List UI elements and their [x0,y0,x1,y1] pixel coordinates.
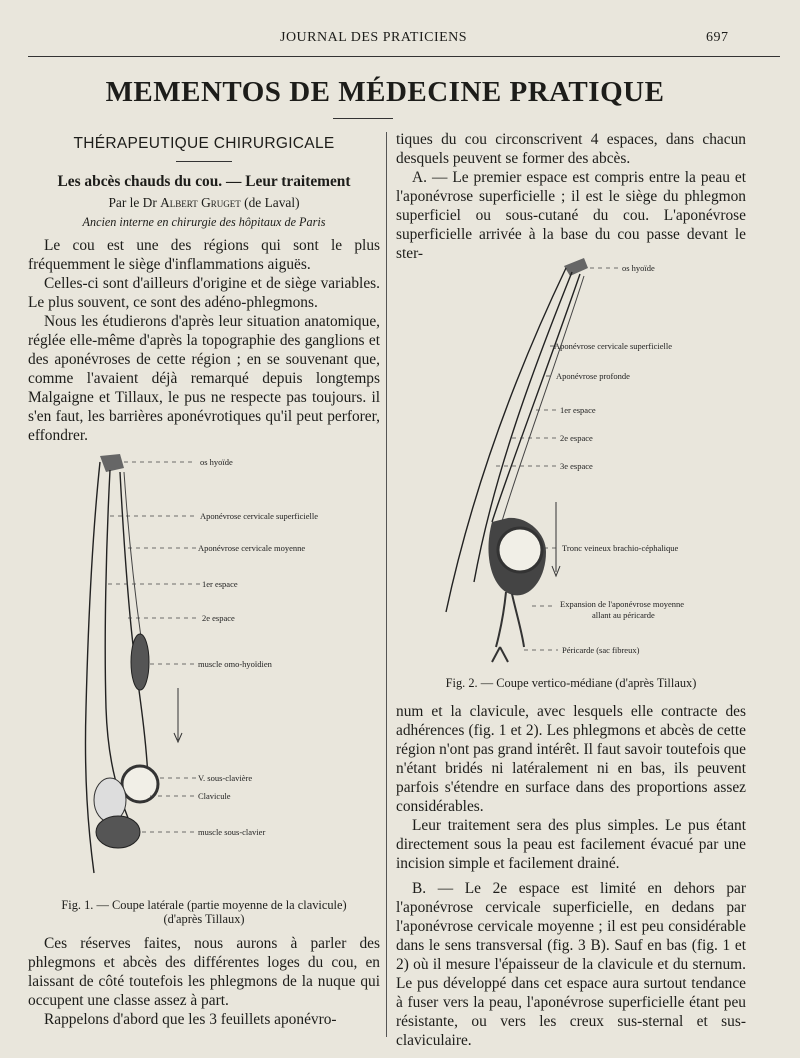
figure-1 [28,448,380,894]
paragraph: Le cou est une des régions qui sont le plus fréquemment le siège d'inflammations aiguës. [28,237,380,273]
paragraph: Leur traitement sera des plus simples. Le pus étant directement sous la peau est facilement évacué par une incision simple et facilement drainé. [396,817,746,872]
subclavius-muscle [96,816,140,848]
middle-fascia [120,472,148,778]
hyoid-bone [564,258,588,276]
clavicle [94,778,126,822]
fig1-label: muscle sous-clavier [198,827,266,837]
fig1-label: V. sous-clavière [198,773,253,783]
fig1-label: 2e espace [202,613,235,623]
fig1-label: os hyoïde [200,457,233,467]
right-column-bottom [396,702,746,1050]
fig2-label: Aponévrose profonde [556,371,630,381]
fig2-label: Expansion de l'aponévrose moyenne [560,599,685,609]
left-column [28,130,380,445]
fig2-label: Aponévrose cervicale superficielle [554,341,672,351]
caption-line: (d'après Tillaux) [163,912,245,926]
article-title: Les abcès chauds du cou. — Leur traitement [57,173,351,190]
fig1-label: Aponévrose cervicale superficielle [200,511,318,521]
page-number: 697 [706,30,729,45]
deep-fascia [492,274,580,522]
fig2-label: 1er espace [560,405,596,415]
figure-2-caption: Fig. 2. — Coupe vertico-médiane (d'après Tillaux) [445,676,697,690]
omohyoid-muscle [131,634,149,690]
title-rule [333,118,393,119]
author-name: Albert Gruget [160,195,241,210]
fig2-label: Péricarde (sac fibreux) [562,645,640,655]
fig2-label: 2e espace [560,433,593,443]
page-title: MEMENTOS DE MÉDECINE PRATIQUE [105,76,665,108]
journal-name: JOURNAL DES PRATICIENS [280,30,468,45]
fig1-label: Clavicule [198,791,231,801]
pericardium [492,592,524,662]
section-title: THÉRAPEUTIQUE CHIRURGICALE [73,135,335,152]
fig2-label: allant au péricarde [592,610,655,620]
paragraph: Rappelons d'abord que les 3 feuillets aponévro- [44,1011,337,1028]
fig2-label: Tronc veineux brachio-céphalique [562,543,679,553]
paragraph: Nous les étudierons d'après leur situation anatomique, réglée elle-même d'après la topographie des ganglions et des aponévroses de cette région ; en se souvenant que, comme l'avaient déjà remarqué depuis longtemps Malgaigne et Tillaux, le pus ne respecte pas toujours. il s'en faut, les barrières aponévrotiques qu'il peut perforer, effondrer. [28,313,380,444]
paragraph: num et la clavicule, avec lesquels elle contracte des adhérences (fig. 1 et 2). Les phlegmons et abcès de cette région n'ont pas grand intérêt. Il faut savoir toutefois que n'étant bridés ni latéralement ni en bas, ils peuvent parfois s'étendre en surface dans des proportions assez considérables. [396,703,746,815]
running-head [0,30,800,52]
paragraph: B. — Le 2e espace est limité en dehors par l'aponévrose cervicale superficielle, en dedans par l'aponévrose cervicale moyenne ; il est peu considérable dans le sens transversal (fig. 3 B). Sauf en bas (fig. 1 et 2) où il mesure l'épaisseur de la clavicule et du sternum. Le pus développé dans cet espace aura surtout tendance à fuser vers la peau, l'aponévrose superficielle étant peu résistante, ou vers les creux sus-sternal et sus-claviculaire. [396,880,746,1049]
brachiocephalic-trunk [498,528,542,572]
author-affiliation: Ancien interne en chirurgie des hôpitaux de Paris [82,215,326,229]
fig1-label: muscle omo-hyoïdien [198,659,272,669]
subclavian-vein [122,766,158,802]
fig2-label: 3e espace [560,461,593,471]
author-prefix: Par le Dr [108,195,157,210]
left-column-bottom [28,934,380,1029]
paragraph: A. — Le premier espace est compris entre la peau et l'aponévrose superficielle ; il est le siège du phlegmon superficiel ou sous-cutané du cou. L'aponévrose superficielle arrivée à la base du cou passe devant le ster- [396,169,746,262]
figure-1-caption [28,898,380,926]
paragraph: tiques du cou circonscrivent 4 espaces, dans chacun desquels peuvent se former des abcès. [396,131,746,167]
hyoid-bone [100,454,124,472]
column-divider [386,132,387,1037]
paragraph: Celles-ci sont d'ailleurs d'origine et de siège variables. Le plus souvent, ce sont des adéno-phlegmons. [28,275,380,311]
fig1-label: 1er espace [202,579,238,589]
fig1-label: Aponévrose cervicale moyenne [198,543,306,553]
paragraph: Ces réserves faites, nous aurons à parler des phlegmons et abcès des différentes loges du cou, en laissant de côté toutefois les phlegmons de la nuque qui occupent une classe assez à part. [28,935,380,1009]
author-line [28,193,380,212]
right-column-top [396,130,746,263]
figure-2 [396,252,746,672]
fig2-label: os hyoïde [622,263,655,273]
header-rule [28,56,780,57]
section-rule [176,161,232,162]
author-place: (de Laval) [244,195,300,210]
caption-line: Fig. 1. — Coupe latérale (partie moyenne de la clavicule) [61,898,347,912]
